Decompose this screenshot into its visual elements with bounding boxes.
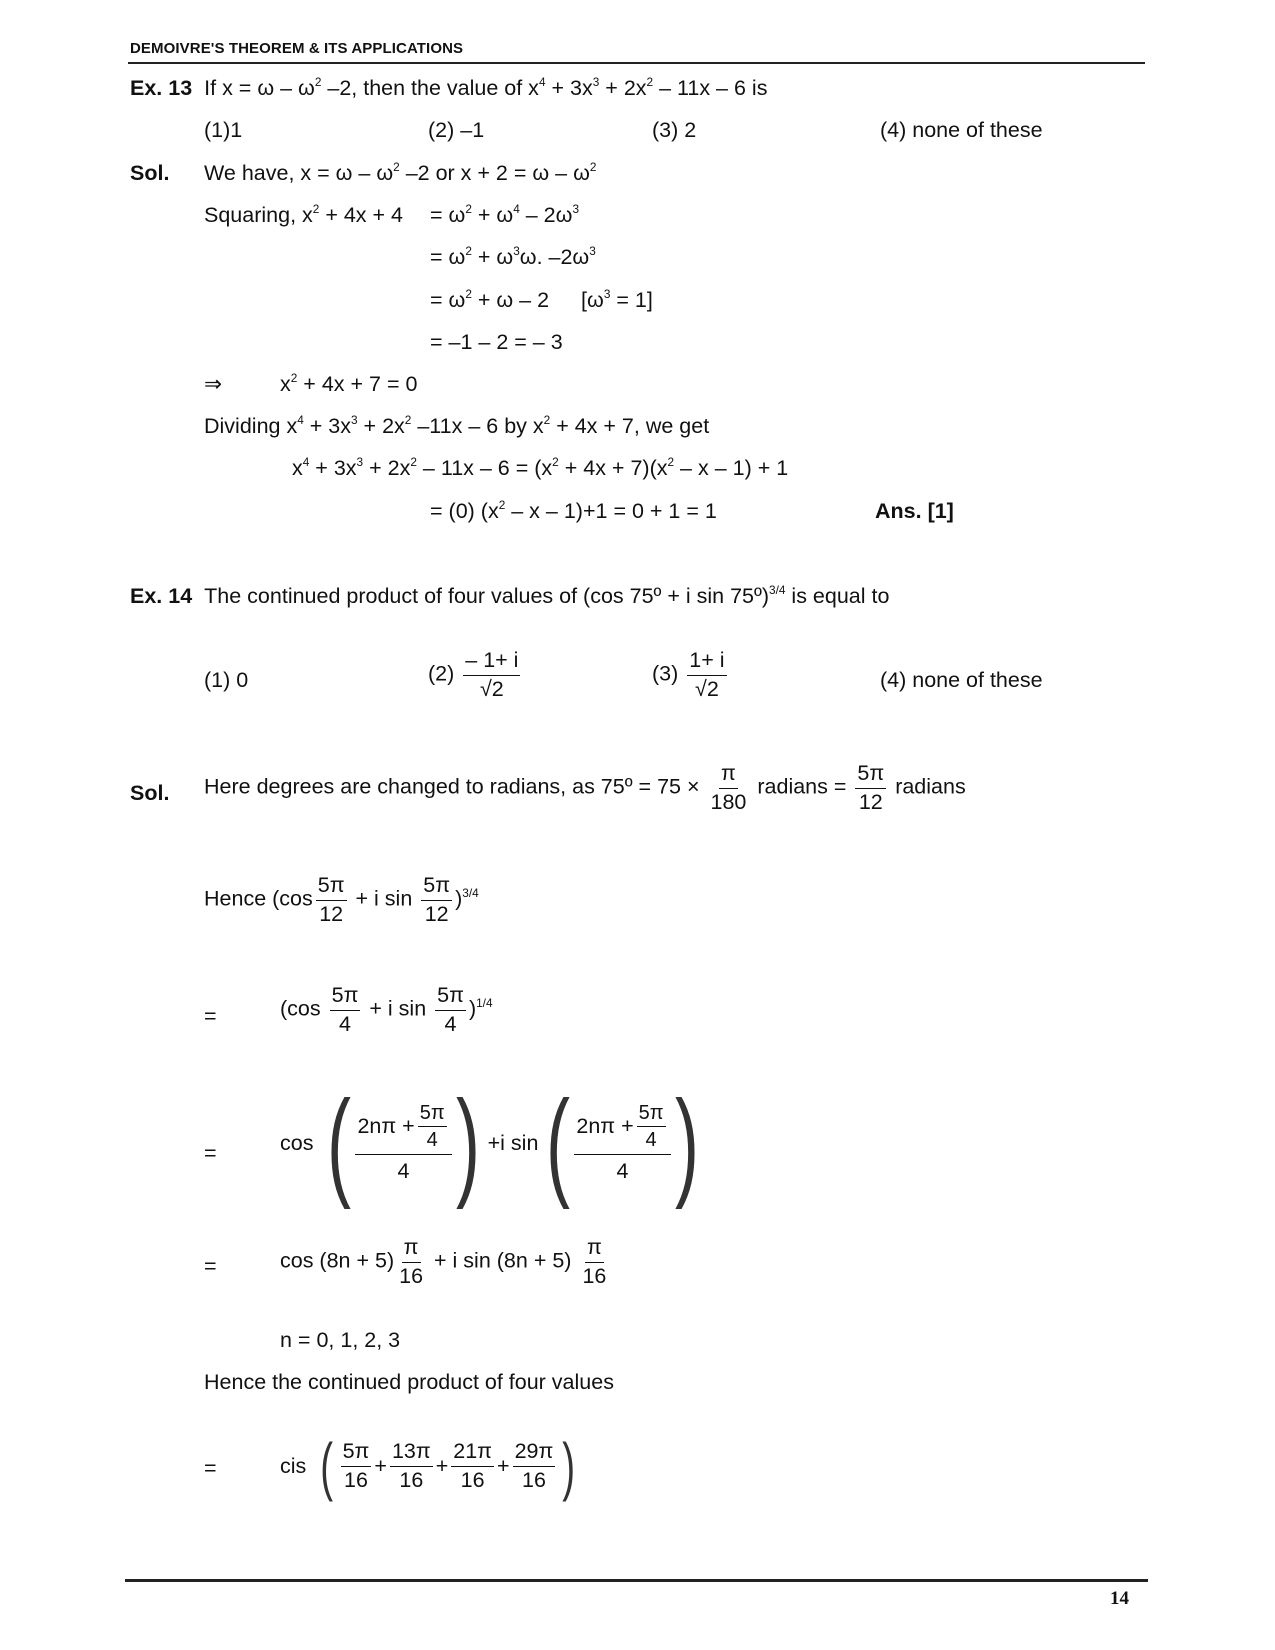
ex14-sol-general-form: cos ( 2nπ + $\frac{5\pi}{4}$ 4 ) +i sin ( 2nπ + $\frac{5\pi}{4}$ 4 )	[280, 1075, 699, 1210]
equals-sign: =	[204, 1254, 217, 1278]
ex14-sol-n-values: n = 0, 1, 2, 3	[280, 1328, 401, 1352]
ex13-option-1: (1)1	[204, 118, 243, 142]
ex13-sol-label: Sol.	[130, 161, 170, 185]
ex14-sol-radians: Here degrees are changed to radians, as 75º = 75 × $\frac{\pi}{180}$ radians = $\frac{5\pi}{12}$ radians	[204, 761, 966, 814]
ex14-sol-continued: Hence the continued product of four values	[204, 1370, 614, 1394]
ex13-question: Ex. 13 If $x = \omega - \omega^2$ –2, then the value of $x^4 + 3x^3 + 2x^2 - 11x - 6$ is	[130, 75, 768, 100]
ex14-sol-cis-sum: cis ( $\frac{5\pi}{16}$ + $\frac{13\pi}{16}$ + $\frac{21\pi}{16}$ + $\frac{29\pi}{16}$ )	[280, 1430, 576, 1502]
running-header: DEMOIVRE'S THEOREM & ITS APPLICATIONS	[130, 40, 464, 57]
ex13-option-3: (3) 2	[652, 118, 697, 142]
ex13-sol-line-1: We have, $x = \omega - \omega^2$ –2 or $x + 2 = \omega - \omega^2$	[204, 160, 597, 185]
ex13-sol-line-5: = –1 – 2 = – 3	[430, 330, 563, 354]
ex13-sol-line-2-right: = $\omega^2 + \omega^4 - 2\omega^3$	[430, 202, 580, 227]
ex13-sol-line-4: = $\omega^2 + \omega - 2$ $[\omega^3 = 1]$	[430, 287, 653, 312]
footer-rule	[125, 1579, 1148, 1582]
ex13-option-2: (2) –1	[428, 118, 485, 142]
implies-arrow-icon: ⇒	[204, 372, 223, 396]
ex14-sol-line-quarter-power: (cos $\frac{5\pi}{4}$ + i sin $\frac{5\pi}{4}$ )$^{1/4}$	[280, 983, 493, 1036]
ex13-answer: Ans. [1]	[875, 499, 954, 523]
header-rule	[128, 62, 1145, 64]
ex13-sol-line-7: Dividing $x^4 + 3x^3 + 2x^2$ –11x – 6 by $x^2 + 4x + 7$, we get	[204, 413, 710, 438]
ex13-sol-line-2-left: Squaring, $x^2 + 4x + 4$	[204, 202, 404, 227]
ex13-sol-line-6: $x^2 + 4x + 7 = 0$	[280, 371, 418, 396]
ex13-sol-line-3: = $\omega^2 + \omega^3\omega$. $-2\omega^3$	[430, 244, 596, 269]
ex14-question: Ex. 14 The continued product of four values of (cos 75º + i sin 75º)$^{3/4}$ is equal to	[130, 583, 890, 608]
ex14-option-2: (2) $\frac{- 1+ i}{√2}$	[428, 648, 519, 701]
equals-sign: =	[204, 1456, 217, 1480]
equals-sign: =	[204, 1141, 217, 1165]
ex14-option-3: (3) $\frac{1+ i}{√2}$	[652, 648, 725, 701]
ex14-sol-cos-sin-line: cos (8n + 5) $\frac{\pi}{16}$ + i sin (8n + 5) $\frac{\pi}{16}$	[280, 1235, 607, 1288]
ex13-sol-line-9: = (0) $(x^2 - x - 1)+1 = 0 + 1 = 1$	[430, 498, 717, 523]
ex14-option-4: (4) none of these	[880, 668, 1043, 692]
ex13-sol-line-8: $x^4 + 3x^3 + 2x^2 - 11x - 6 = (x^2 + 4x + 7)(x^2 - x - 1) + 1$	[292, 455, 789, 480]
ex13-option-4: (4) none of these	[880, 118, 1043, 142]
ex13-label: Ex. 13	[130, 76, 193, 100]
ex14-option-1: (1) 0	[204, 668, 249, 692]
ex14-sol-hence-line: Hence (cos $\frac{5\pi}{12}$ + i sin $\frac{5\pi}{12}$ )$^{3/4}$	[204, 873, 479, 926]
ex14-sol-label: Sol.	[130, 781, 170, 805]
ex14-label: Ex. 14	[130, 584, 193, 608]
page-number: 14	[1110, 1588, 1129, 1609]
equals-sign: =	[204, 1004, 217, 1028]
